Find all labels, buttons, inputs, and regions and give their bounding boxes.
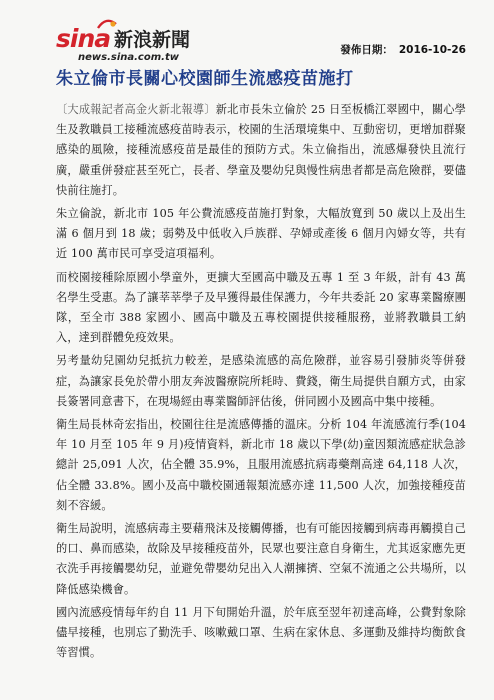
- sina-news-logo[interactable]: [56, 18, 256, 68]
- logo-url: news.sina.com.tw: [78, 52, 179, 63]
- publish-date-label: 發佈日期：: [340, 44, 393, 56]
- paragraph-7: 國內流感疫情每年約自 11 月下旬開始升溫，於年底至翌年初達高峰，公費對象除儘早接種，也別忘了勤洗手、咳嗽戴口罩、生病在家休息、多運動及維持均衡飲食等習慣。: [56, 605, 466, 660]
- publish-date-value: 2016-10-26: [398, 44, 466, 56]
- page-header: [56, 18, 466, 68]
- paragraph-2: 朱立倫說，新北市 105 年公費流感疫苗施打對象，大幅放寬到 50 歲以上及出生滿 6 個月到 18 歲；弱勢及中低收入戶族群、孕婦或產後 6 個月內婦女等，共有近 100 萬市民可享受這項福利。: [56, 207, 466, 261]
- logo-chinese-name: 新浪新聞: [114, 29, 191, 51]
- paragraph-1-text: 新北市長朱立倫於 25 日至板橋江翠國中，關心學生及教職員工接種流感疫苗時表示，校園的生活環境集中、互動密切，更增加群聚感染的風險，接種流感疫苗是最佳的預防方式。朱立倫指出，流感爆發快且流行廣，嚴重併發症甚至死亡，長者、學童及嬰幼兒與慢性病患者都是高危險群，要儘快前往施打。: [56, 103, 467, 197]
- paragraph-1: [56, 100, 466, 201]
- article-body: [56, 100, 466, 666]
- article-title: 朱立倫市長關心校園師生流感疫苗施打: [56, 69, 354, 89]
- paragraph-6: 衛生局說明，流感病毒主要藉飛沫及接觸傳播，也有可能因接觸到病毒再觸摸自己的口、鼻而感染，故除及早接種疫苗外，民眾也要注意自身衛生，尤其返家應先更衣洗手再接觸嬰幼兒，並避免帶嬰幼兒出入人潮擁擠、空氣不流通之公共場所，以降低感染機會。: [56, 522, 466, 596]
- paragraph-5: 衛生局長林奇宏指出，校園往往是流感傳播的溫床。分析 104 年流感流行季(104 年 10 月至 105 年 9 月)疫情資料，新北市 18 歲以下學(幼)童因類流感症狀急診總計 25,091 人次，佔全體 35.9%，且服用流感抗病毒藥劑高達 64,118 人次，佔全體 33.8%。國小及高中職校園通報類流感亦達 11,500 人次，加強接種疫苗刻不容緩。: [56, 418, 466, 512]
- paragraph-4: 另考量幼兒園幼兒抵抗力較差，是感染流感的高危險群，並容易引發肺炎等併發症，為讓家長免於帶小朋友奔波醫療院所耗時、費錢，衛生局提供自願方式，由家長簽署同意書下，在現場經由專業醫師評估後，併同國小及國高中集中接種。: [56, 354, 466, 408]
- logo-word: sina: [56, 24, 111, 53]
- article-source: 〔大成報記者高金火新北報導〕: [56, 103, 216, 116]
- publish-date: [340, 42, 466, 57]
- paragraph-3: 而校園接種除原國小學童外，更擴大至國高中職及五專 1 至 3 年級，計有 43 萬名學生受惠。為了讓莘莘學子及早獲得最佳保護力，今年共委託 20 家專業醫療團隊，至全市 388 家國小、國高中職及五專校園提供接種服務，並將教職員工納入，達到群體免疫效果。: [56, 270, 466, 345]
